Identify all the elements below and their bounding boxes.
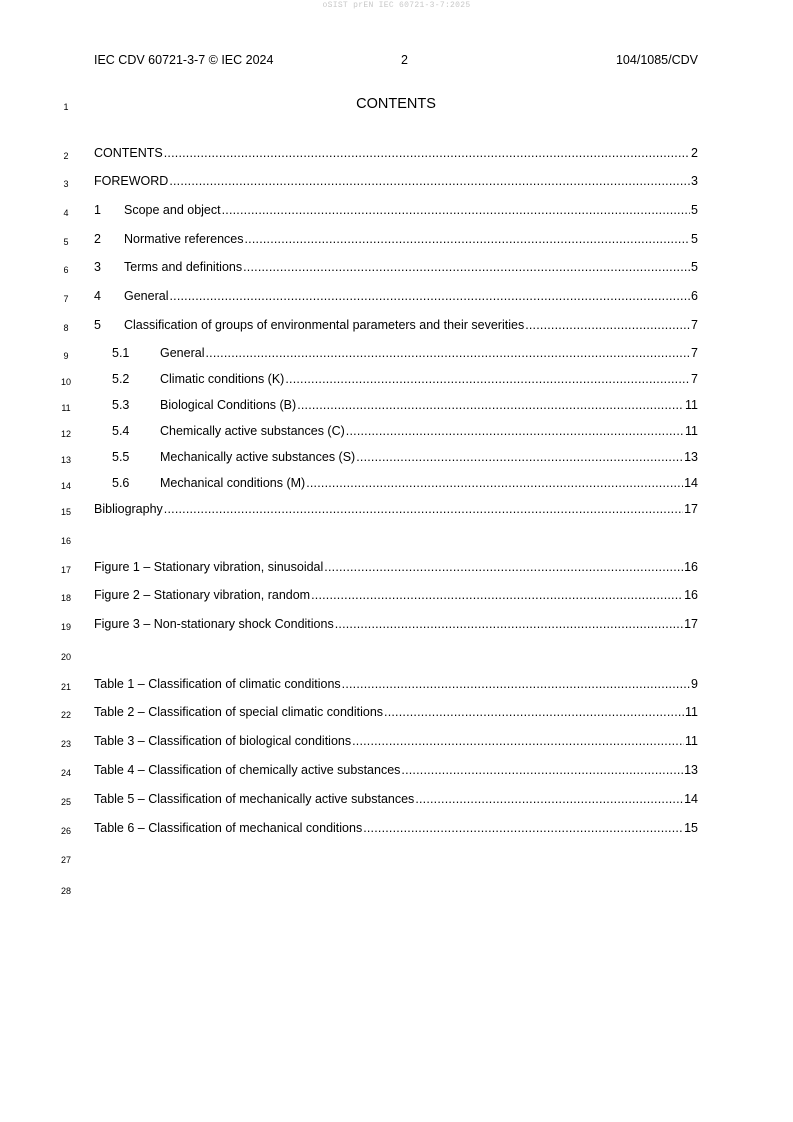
toc-entry-foreword[interactable] bbox=[94, 174, 698, 190]
dot-leader bbox=[245, 232, 691, 246]
toc-entry-number: 5.6 bbox=[112, 476, 130, 490]
table-entry-page: 9 bbox=[691, 677, 698, 691]
line-number: 16 bbox=[60, 536, 71, 546]
table-entry-text: Table 5 – Classification of mechanically active substances bbox=[94, 792, 415, 806]
line-number: 14 bbox=[60, 481, 71, 491]
toc-entry-scope[interactable] bbox=[94, 203, 698, 219]
contents-title: CONTENTS bbox=[356, 96, 436, 112]
line-number: 22 bbox=[60, 710, 71, 720]
dot-leader bbox=[346, 424, 684, 438]
table-entry-text: Table 2 – Classification of special climatic conditions bbox=[94, 705, 384, 719]
line-number: 1 bbox=[63, 102, 69, 112]
line-number: 7 bbox=[63, 294, 69, 304]
toc-entry-text: Bibliography bbox=[94, 502, 163, 516]
toc-entry-page: 5 bbox=[691, 232, 698, 246]
table-entry-text: Table 4 – Classification of chemically active substances bbox=[94, 763, 401, 777]
line-number: 9 bbox=[63, 351, 69, 361]
figure-entry-2[interactable] bbox=[94, 588, 698, 604]
toc-entry-text: Biological Conditions (B) bbox=[160, 398, 297, 412]
toc-entry-text: Mechanical conditions (M) bbox=[160, 476, 306, 490]
toc-entry-5-4[interactable] bbox=[94, 424, 698, 440]
toc-entry-page: 14 bbox=[684, 476, 698, 490]
table-entry-5[interactable] bbox=[94, 792, 698, 808]
toc-entry-page: 7 bbox=[691, 346, 698, 360]
line-number: 28 bbox=[60, 886, 71, 896]
toc-entry-page: 13 bbox=[684, 450, 698, 464]
toc-entry-page: 5 bbox=[691, 203, 698, 217]
line-number: 4 bbox=[63, 208, 69, 218]
dot-leader bbox=[164, 502, 683, 516]
table-entry-3[interactable] bbox=[94, 734, 698, 750]
watermark: oSIST prEN IEC 60721-3-7:2025 bbox=[322, 1, 471, 10]
dot-leader bbox=[352, 734, 684, 748]
table-entry-page: 14 bbox=[684, 792, 698, 806]
line-number: 27 bbox=[60, 855, 71, 865]
toc-entry-page: 6 bbox=[691, 289, 698, 303]
figure-entry-3[interactable] bbox=[94, 617, 698, 633]
header-page-number: 2 bbox=[401, 53, 408, 67]
line-number: 8 bbox=[63, 323, 69, 333]
toc-entry-number: 1 bbox=[94, 203, 101, 217]
line-number: 24 bbox=[60, 768, 71, 778]
header-reference: 104/1085/CDV bbox=[615, 53, 698, 67]
line-number: 19 bbox=[60, 622, 71, 632]
table-entry-text: Table 1 – Classification of climatic conditions bbox=[94, 677, 341, 691]
table-entry-text: Table 6 – Classification of mechanical conditions bbox=[94, 821, 363, 835]
dot-leader bbox=[205, 346, 690, 360]
toc-entry-number: 3 bbox=[94, 260, 101, 274]
header-document-id: IEC CDV 60721-3-7 © IEC 2024 bbox=[94, 53, 274, 67]
toc-entry-number: 4 bbox=[94, 289, 101, 303]
toc-entry-text: Climatic conditions (K) bbox=[160, 372, 285, 386]
dot-leader bbox=[324, 560, 683, 574]
toc-entry-text: Chemically active substances (C) bbox=[160, 424, 345, 438]
dot-leader bbox=[297, 398, 684, 412]
toc-entry-number: 5.2 bbox=[112, 372, 130, 386]
line-number: 25 bbox=[60, 797, 71, 807]
figure-entry-page: 16 bbox=[684, 560, 698, 574]
toc-entry-text: General bbox=[160, 346, 205, 360]
toc-entry-page: 3 bbox=[691, 174, 698, 188]
line-number: 15 bbox=[60, 507, 71, 517]
toc-entry-page: 17 bbox=[684, 502, 698, 516]
figure-entry-1[interactable] bbox=[94, 560, 698, 576]
dot-leader bbox=[356, 450, 683, 464]
toc-entry-contents[interactable] bbox=[94, 146, 698, 162]
dot-leader bbox=[169, 289, 690, 303]
line-number: 11 bbox=[61, 403, 71, 413]
line-number: 20 bbox=[60, 652, 71, 662]
dot-leader bbox=[243, 260, 690, 274]
toc-entry-bibliography[interactable] bbox=[94, 502, 698, 518]
toc-entry-text: Normative references bbox=[124, 232, 244, 246]
toc-entry-page: 11 bbox=[685, 424, 698, 438]
toc-entry-number: 5 bbox=[94, 318, 101, 332]
toc-entry-number: 5.5 bbox=[112, 450, 130, 464]
figure-entry-text: Figure 1 – Stationary vibration, sinusoidal bbox=[94, 560, 324, 574]
figure-entry-page: 17 bbox=[684, 617, 698, 631]
line-number: 2 bbox=[63, 151, 69, 161]
dot-leader bbox=[169, 174, 690, 188]
toc-entry-number: 5.4 bbox=[112, 424, 130, 438]
table-entry-6[interactable] bbox=[94, 821, 698, 837]
toc-entry-5-5[interactable] bbox=[94, 450, 698, 466]
toc-entry-text: Terms and definitions bbox=[124, 260, 243, 274]
line-number: 23 bbox=[60, 739, 71, 749]
dot-leader bbox=[342, 677, 690, 691]
dot-leader bbox=[335, 617, 683, 631]
toc-entry-text: Scope and object bbox=[124, 203, 221, 217]
toc-entry-number: 5.1 bbox=[112, 346, 130, 360]
table-entry-4[interactable] bbox=[94, 763, 698, 779]
toc-entry-number: 5.3 bbox=[112, 398, 130, 412]
dot-leader bbox=[164, 146, 690, 160]
toc-entry-text: FOREWORD bbox=[94, 174, 169, 188]
line-number: 13 bbox=[60, 455, 71, 465]
dot-leader bbox=[384, 705, 684, 719]
line-number: 17 bbox=[60, 565, 71, 575]
toc-entry-normative-references[interactable] bbox=[94, 232, 698, 248]
figure-entry-text: Figure 2 – Stationary vibration, random bbox=[94, 588, 311, 602]
dot-leader bbox=[285, 372, 690, 386]
toc-entry-text: CONTENTS bbox=[94, 146, 163, 160]
toc-entry-page: 7 bbox=[691, 318, 698, 332]
table-entry-page: 11 bbox=[685, 705, 698, 719]
toc-entry-terms-definitions[interactable] bbox=[94, 260, 698, 276]
line-number: 12 bbox=[60, 429, 71, 439]
table-entry-text: Table 3 – Classification of biological conditions bbox=[94, 734, 352, 748]
line-number: 6 bbox=[63, 265, 69, 275]
line-number: 5 bbox=[63, 237, 69, 247]
dot-leader bbox=[306, 476, 683, 490]
dot-leader bbox=[222, 203, 690, 217]
figure-entry-text: Figure 3 – Non-stationary shock Conditions bbox=[94, 617, 334, 631]
table-entry-page: 11 bbox=[685, 734, 698, 748]
toc-entry-5-3[interactable] bbox=[94, 398, 698, 414]
line-number: 10 bbox=[60, 377, 71, 387]
toc-entry-page: 2 bbox=[691, 146, 698, 160]
table-entry-page: 15 bbox=[684, 821, 698, 835]
toc-entry-5-6[interactable] bbox=[94, 476, 698, 492]
toc-entry-5-2[interactable] bbox=[94, 372, 698, 388]
toc-entry-5-1[interactable] bbox=[94, 346, 698, 362]
toc-entry-text: Mechanically active substances (S) bbox=[160, 450, 356, 464]
line-number: 3 bbox=[63, 179, 69, 189]
toc-entry-text: Classification of groups of environmental parameters and their severities bbox=[124, 318, 525, 332]
toc-entry-page: 5 bbox=[691, 260, 698, 274]
toc-entry-number: 2 bbox=[94, 232, 101, 246]
dot-leader bbox=[415, 792, 683, 806]
line-number: 26 bbox=[60, 826, 71, 836]
table-entry-page: 13 bbox=[684, 763, 698, 777]
toc-entry-page: 7 bbox=[691, 372, 698, 386]
dot-leader bbox=[363, 821, 683, 835]
dot-leader bbox=[311, 588, 683, 602]
toc-entry-text: General bbox=[124, 289, 169, 303]
line-number: 18 bbox=[60, 593, 71, 603]
toc-entry-page: 11 bbox=[685, 398, 698, 412]
figure-entry-page: 16 bbox=[684, 588, 698, 602]
dot-leader bbox=[525, 318, 690, 332]
table-entry-2[interactable] bbox=[94, 705, 698, 721]
toc-entry-classification[interactable] bbox=[94, 318, 698, 334]
table-entry-1[interactable] bbox=[94, 677, 698, 693]
dot-leader bbox=[401, 763, 683, 777]
toc-entry-general[interactable] bbox=[94, 289, 698, 305]
line-number: 21 bbox=[60, 682, 71, 692]
